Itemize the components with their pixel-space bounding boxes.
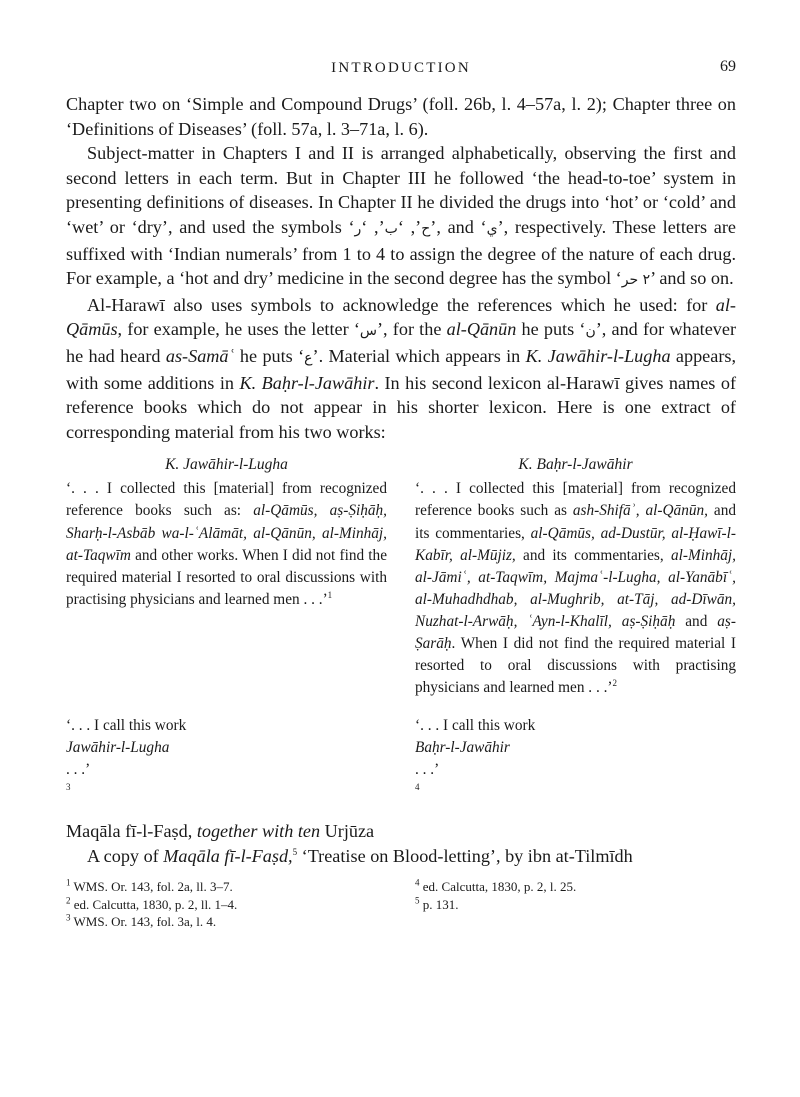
extract-right-column bbox=[415, 454, 736, 699]
arabic-symbol: ٢ حر bbox=[621, 272, 651, 289]
extract-left-text: ‘. . . I collected this [material] from recognized reference books such as: al-Qāmūs, aṣ-Ṣiḥāḥ, Sharḥ-l-Asbāb wa-l-ʿAlāmāt, al-Qānūn, al-Minhāj, at-Taqwīm and other works. When I did not find the required material I resorted to oral discussions with practising physicians and learned men . . .’$^1$ bbox=[66, 480, 387, 608]
paragraph-references: Al-Harawī also uses symbols to acknowledge the references which he used: for al-Qāmūs, for example, he uses the letter ‘س’, for the al-Qānūn he puts ‘ن’, and for whatever he had heard as-Samāʿ he puts ‘ع’. Material which appears in K. Jawāhir-l-Lugha appears, with some additions in K. Baḥr-l-Jawāhir. In his second lexicon al-Harawī gives names of reference books which do not appear in his shorter lexicon. Here is one extract of corresponding material from his two works: bbox=[66, 294, 737, 442]
parallel-extract bbox=[66, 454, 736, 699]
footnote-ref: 1 bbox=[327, 589, 333, 600]
extract-left-column bbox=[66, 454, 387, 699]
paragraph-subject-matter: Subject-matter in Chapters I and II is arranged alphabetically, observing the first and second letters in each term. But in Chapter III he followed ‘the head-to-toe’ system in presenting definitions of diseases. In Chapter II he divided the drugs into ‘hot’ or ‘cold’ and ‘wet’ or ‘dry’, and used the symbols ‘ ح’, ‘ب’, ‘ر ’, and ‘ي’, respectively. These letters are suffixed with ‘Indian numerals’ from 1 to 4 to assign the degree of the nature of each drug. For example, a ‘hot and dry’ medicine in the second degree has the symbol ‘٢ حر’ and so on. bbox=[66, 143, 736, 289]
arabic-symbol: ن bbox=[585, 323, 596, 340]
footnote: $^1$ WMS. Or. 143, fol. 2a, ll. 3–7. bbox=[66, 878, 233, 895]
footnote: $^4$ ed. Calcutta, 1830, p. 2, l. 25. bbox=[415, 878, 577, 895]
call-right: ‘. . . I call this work Baḥr-l-Jawāhir . . .’ $^4$ bbox=[415, 717, 536, 793]
footnote: $^5$ p. 131. bbox=[415, 895, 459, 912]
arabic-symbol: س bbox=[359, 323, 377, 340]
call-left: ‘. . . I call this work Jawāhir-l-Lugha . . .’ $^3$ bbox=[66, 717, 187, 793]
paragraph-maqala: A copy of Maqāla fī-l-Faṣd,$^5$ ‘Treatise on Blood-letting’, by ibn at-Tilmīdh bbox=[87, 845, 633, 866]
section-heading: Maqāla fī-l-Faṣd, together with ten Urjūza bbox=[66, 821, 375, 842]
footnote: $^3$ WMS. Or. 143, fol. 3a, l. 4. bbox=[66, 913, 217, 930]
arabic-symbol: ب bbox=[384, 220, 398, 237]
extract-left-heading: K. Jawāhir-l-Lugha bbox=[165, 456, 288, 474]
book-page bbox=[66, 0, 736, 931]
footnote: $^2$ ed. Calcutta, 1830, p. 2, ll. 1–4. bbox=[66, 895, 238, 912]
arabic-symbol: ي bbox=[486, 220, 498, 237]
call-work-row bbox=[66, 715, 736, 803]
footnote-ref: 3 bbox=[66, 782, 71, 793]
footnote-ref: 4 bbox=[415, 782, 420, 793]
paragraph-chapter-list: Chapter two on ‘Simple and Compound Drugs’ (foll. 26b, l. 4–57a, l. 2); Chapter three on ‘Definitions of Diseases’ (foll. 57a, l. 3–71a, l. 6). bbox=[66, 94, 736, 139]
arabic-symbol: ح bbox=[421, 220, 431, 237]
running-head: INTRODUCTION bbox=[331, 60, 471, 76]
extract-right-text: ‘. . . I collected this [material] from recognized reference books such as ash-Shifāʾ, al-Qānūn, and its commentaries, al-Qāmūs, ad-Dustūr, al-Ḥawī-l-Kabīr, al-Mūjiz, and its commentaries, al-Minhāj, al-Jāmiʿ, at-Taqwīm, Majmaʿ-l-Lugha, al-Yanābīʿ, al-Muhadhdhab, al-Mughrib, at-Tāj, ad-Dīwān, Nuzhat-l-Arwāḥ, ʿAyn-l-Khalīl, aṣ-Ṣiḥāḥ and aṣ-Ṣarāḥ. When I did not find the required material I resorted to oral discussions with practising physicians and learned men . . .’$^2$ bbox=[415, 480, 736, 697]
arabic-symbol: ر bbox=[354, 220, 362, 237]
footnotes-right bbox=[415, 878, 736, 931]
footnotes-left bbox=[66, 878, 387, 931]
footnotes bbox=[66, 878, 736, 931]
extract-right-heading: K. Baḥr-l-Jawāhir bbox=[518, 456, 633, 474]
arabic-symbol: ع bbox=[304, 349, 313, 366]
footnote-ref: 5 bbox=[292, 846, 298, 857]
page-header bbox=[66, 0, 736, 92]
page-number: 69 bbox=[720, 58, 736, 75]
footnote-ref: 2 bbox=[612, 678, 618, 689]
